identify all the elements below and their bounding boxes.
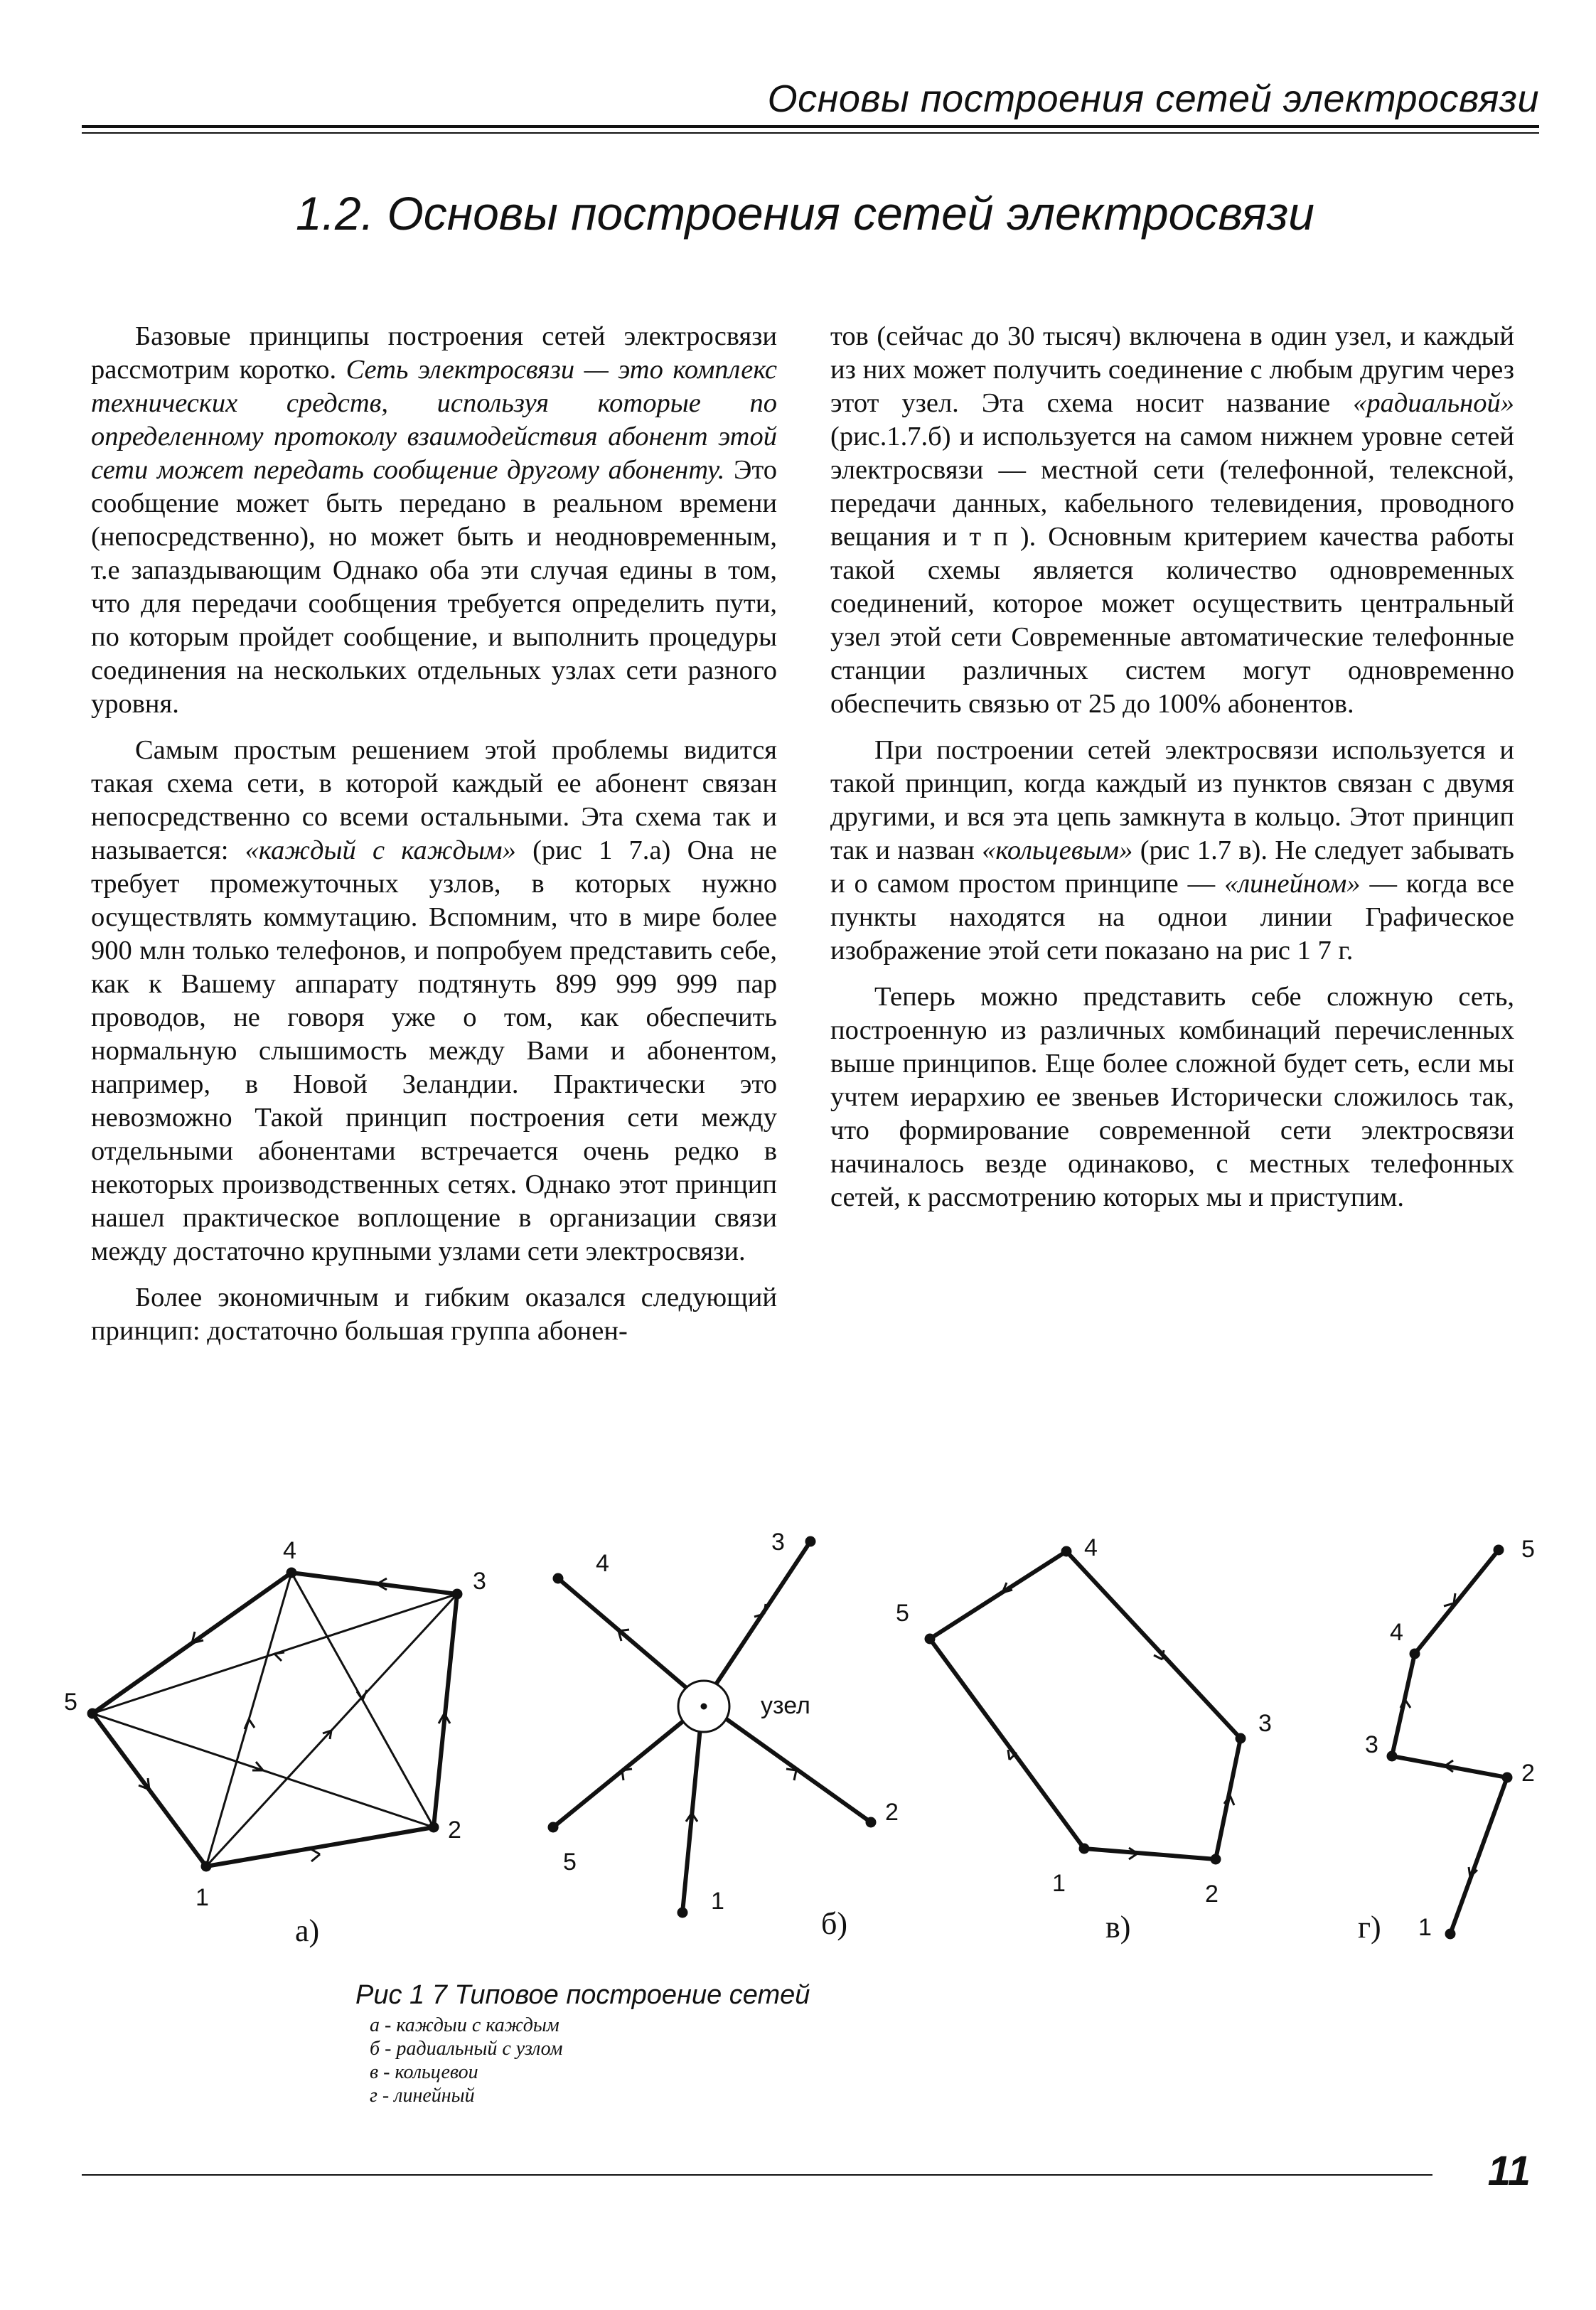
- caption-title: Рис 1 7 Типовое построение сетей: [355, 1980, 810, 2010]
- header-rule-thin: [82, 132, 1539, 134]
- diagram-sub-label: а): [295, 1913, 320, 1948]
- right-column: [830, 320, 1514, 1227]
- node-label: 3: [1258, 1710, 1272, 1737]
- paragraph: [830, 320, 1514, 721]
- definition-italic: Сеть электросвязи — это комплекс технических средств, используя которые по определенному протоколу взаимодействия абонент этой сети может передать сообщение другому абоненту.: [91, 355, 777, 485]
- node-label: 3: [473, 1568, 486, 1595]
- node-label: 5: [896, 1600, 909, 1627]
- node-label: 2: [1205, 1881, 1219, 1908]
- figure-1-7: [57, 1479, 1550, 1977]
- node-label: 1: [711, 1888, 724, 1915]
- node-label: 1: [1418, 1914, 1432, 1941]
- paragraph: Теперь можно представить себе сложную сеть, построенную из различных комбинаций перечисленных выше принципов. Еще более сложной будет сеть, если мы учтем иерархию ее звеньев Исторически сложилось так, что формирование современной сети электросвязи начиналось везде одинаково, с местных телефонных сетей, к рассмотрению которых мы и приступим.: [830, 982, 1514, 1212]
- center-node-label: узел: [761, 1692, 810, 1719]
- caption-item: б - радиальный с узлом: [370, 2038, 563, 2060]
- text-run: Самым простым решением этой проблемы видится такая схема сети, в которой каждый ее абонент связан непосредственно со всеми остальными. Эта схема так и называется:: [91, 735, 777, 865]
- running-title: Основы построения сетей электросвязи: [767, 77, 1539, 120]
- figure-caption: [355, 1980, 810, 2107]
- text-run: При построении сетей электросвязи используется и такой принцип, когда каждый из пунктов связан с двумя другими, и вся эта цепь замкнута в кольцо. Этот принцип так и назван: [830, 735, 1514, 865]
- node-label: 3: [771, 1529, 785, 1556]
- caption-item: г - линейный: [370, 2085, 475, 2107]
- text-run: Это сообщение может быть передано в реальном времени (непосредственно), но может быть и неодновременным, т.е запаздывающим Однако оба эти случая едины в том, что для передачи сообщения требуется определить пути, по которым пройдет сообщение, и выполнить процедуры соединения на нескольких отдельных узлах сети разного уровня.: [91, 455, 778, 719]
- node-label: 4: [283, 1537, 296, 1564]
- node-label: 4: [1390, 1619, 1403, 1646]
- text-run: Базовые принципы построения сетей электросвязи рассмотрим коротко.: [91, 321, 777, 385]
- paragraph: [830, 734, 1514, 968]
- diagram-sub-label: в): [1105, 1910, 1131, 1945]
- text-run: (рис 1.7 в). Не следует забывать и о самом простом принципе —: [830, 835, 1514, 899]
- text-run: (рис 1 7.а) Она не требует промежуточных узлов, в которых нужно осуществлять коммутацию. Вспомним, что в мире более 900 млн только телефонов, и попробуем представить себе, как к Вашему аппарату подтянуть 899 999 999 пар проводов, не говоря уже о том, как обеспечить нормальную слышимость между Вами и абонентом, например, в Новой Зеландии. Практически это невозможно Такой принцип построения сети между отдельными абонентами встречается очень редко в некоторых производственных сетях. Однако этот принцип нашел практическое воплощение в организации связи между достаточно крупными узлами сети электросвязи.: [91, 835, 777, 1266]
- caption-item: в - кольцевои: [370, 2061, 478, 2083]
- diagram-g-linear: [1387, 1545, 1512, 1939]
- node-label: 5: [1521, 1536, 1535, 1563]
- page-number: 11: [1487, 2148, 1531, 2194]
- network-diagrams: [57, 1479, 1550, 1977]
- text-run: (рис.1.7.б) и используется на самом нижнем уровне сетей электросвязи — местной сети (телефонной, телексной, передачи данных, кабельного телевидения, проводного вещания и т п ). Основным критерием качества работы такой схемы является количество одновременных соединений, которое может осуществить центральный узел этой сети Современные автоматические телефонные станции различных систем могут одновременно обеспечить связью от 25 до 100% абонентов.: [830, 422, 1514, 719]
- term-italic: «каждый с каждым»: [245, 835, 516, 865]
- node-label: 4: [1084, 1534, 1098, 1561]
- term-italic: «радиальной»: [1353, 388, 1514, 418]
- node-label: 5: [64, 1689, 77, 1716]
- node-label: 3: [1365, 1731, 1378, 1758]
- node-label: 5: [563, 1849, 577, 1876]
- node-label: 1: [196, 1884, 209, 1911]
- node-label: 1: [1052, 1870, 1066, 1897]
- paragraph: [91, 734, 777, 1268]
- term-italic: «линейном»: [1224, 869, 1361, 899]
- paragraph: [91, 320, 777, 721]
- node-label: 2: [885, 1799, 899, 1826]
- diagram-b-radial: [548, 1536, 876, 1918]
- diagram-v-ring: [925, 1546, 1246, 1864]
- node-label: 2: [448, 1817, 461, 1844]
- header-rule-thick: [82, 125, 1539, 128]
- paragraph: Более экономичным и гибким оказался следующий принцип: достаточно большая группа абонен-: [91, 1283, 777, 1346]
- footer-rule: [82, 2174, 1432, 2176]
- diagram-a-mesh: [87, 1568, 462, 1871]
- diagram-sub-label: г): [1358, 1910, 1381, 1945]
- node-label: 4: [596, 1550, 609, 1577]
- node-label: 2: [1521, 1760, 1535, 1787]
- term-italic: «кольцевым»: [982, 835, 1133, 865]
- text-run: тов (сейчас до 30 тысяч) включена в один узел, и каждый из них может получить соединение с любым другим через этот узел. Эта схема носит название: [830, 321, 1514, 418]
- caption-item: а - каждыи с каждым: [370, 2014, 559, 2036]
- text-run: — когда все пункты находятся на однои линии Графическое изображение этой сети показано на рис 1 7 г.: [830, 869, 1514, 966]
- left-column: [91, 320, 777, 1361]
- diagram-sub-label: б): [821, 1906, 848, 1941]
- section-title: 1.2. Основы построения сетей электросвязи: [296, 187, 1314, 240]
